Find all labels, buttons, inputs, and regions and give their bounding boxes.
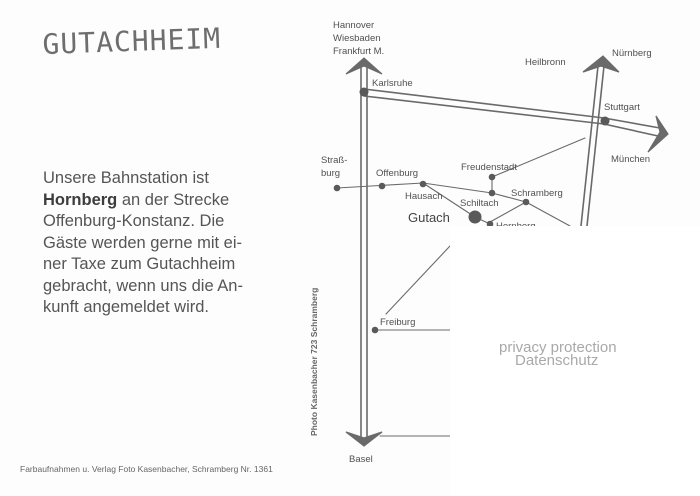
label-heilbronn: Heilbronn [525, 57, 566, 68]
dot-strassburg [334, 185, 341, 192]
description-line-4: Gäste werden gerne mit ei- [43, 233, 243, 252]
label-offenburg: Offenburg [376, 168, 419, 179]
label-nuernberg: Nürnberg [612, 48, 652, 59]
description-line-2: Hornberg an der Strecke [43, 190, 230, 209]
dot-hausach2 [489, 190, 496, 197]
label-freudenstadt: Freudenstadt [461, 162, 517, 173]
label-karlsruhe: Karlsruhe [372, 78, 413, 89]
dot-hausach [420, 181, 427, 188]
description-line-3: Offenburg-Konstanz. Die [43, 212, 225, 230]
label-hannover: Hannover [333, 20, 375, 31]
photo-credit: Photo Kasenbacher 723 Schramberg [309, 287, 319, 436]
label-muenchen: München [611, 154, 651, 165]
arrow-north-icon [346, 58, 382, 74]
privacy-line-2: Datenschutz [515, 352, 599, 369]
label-schiltach: Schiltach [460, 198, 499, 209]
label-freiburg: Freiburg [380, 317, 416, 328]
description-line-5: ner Taxe zum Gutachheim [43, 255, 236, 273]
label-schramberg: Schramberg [511, 188, 563, 199]
dot-freudenstadt [489, 174, 496, 181]
station-name: Hornberg [43, 190, 118, 209]
label-wiesbaden: Wiesbaden [333, 33, 381, 44]
description-line-7: kunft angemeldet wird. [43, 298, 210, 316]
dot-schramberg [523, 199, 530, 206]
road-freiburg-north [386, 246, 450, 314]
publisher-footer: Farbaufnahmen u. Verlag Foto Kasenbacher, Schramberg Nr. 1361 [20, 464, 273, 474]
label-basel: Basel [349, 454, 373, 465]
privacy-line-1: privacy protection [499, 339, 617, 356]
handwritten-title: GUTACHHEIM [42, 21, 222, 61]
rail-karlsruhe-stuttgart-1 [364, 89, 604, 118]
label-strassburg-2: burg [321, 168, 341, 179]
label-hausach: Hausach [405, 191, 443, 202]
description-line-1: Unsere Bahnstation ist [43, 169, 210, 187]
dot-stuttgart [601, 117, 610, 126]
label-gutach: Gutach [408, 210, 450, 225]
privacy-watermark [499, 341, 617, 367]
dot-freiburg [372, 327, 379, 334]
rail-karlsruhe-stuttgart-2 [364, 96, 604, 124]
dot-offenburg [379, 183, 386, 190]
dot-karlsruhe [360, 88, 369, 97]
description-line-6: gebracht, wenn uns die An- [43, 276, 243, 295]
dot-gutach [469, 211, 482, 224]
label-strassburg-1: Straß- [321, 155, 348, 166]
label-stuttgart: Stuttgart [604, 102, 640, 113]
arrow-south-icon [346, 432, 382, 446]
label-frankfurt: Frankfurt M. [333, 46, 385, 57]
